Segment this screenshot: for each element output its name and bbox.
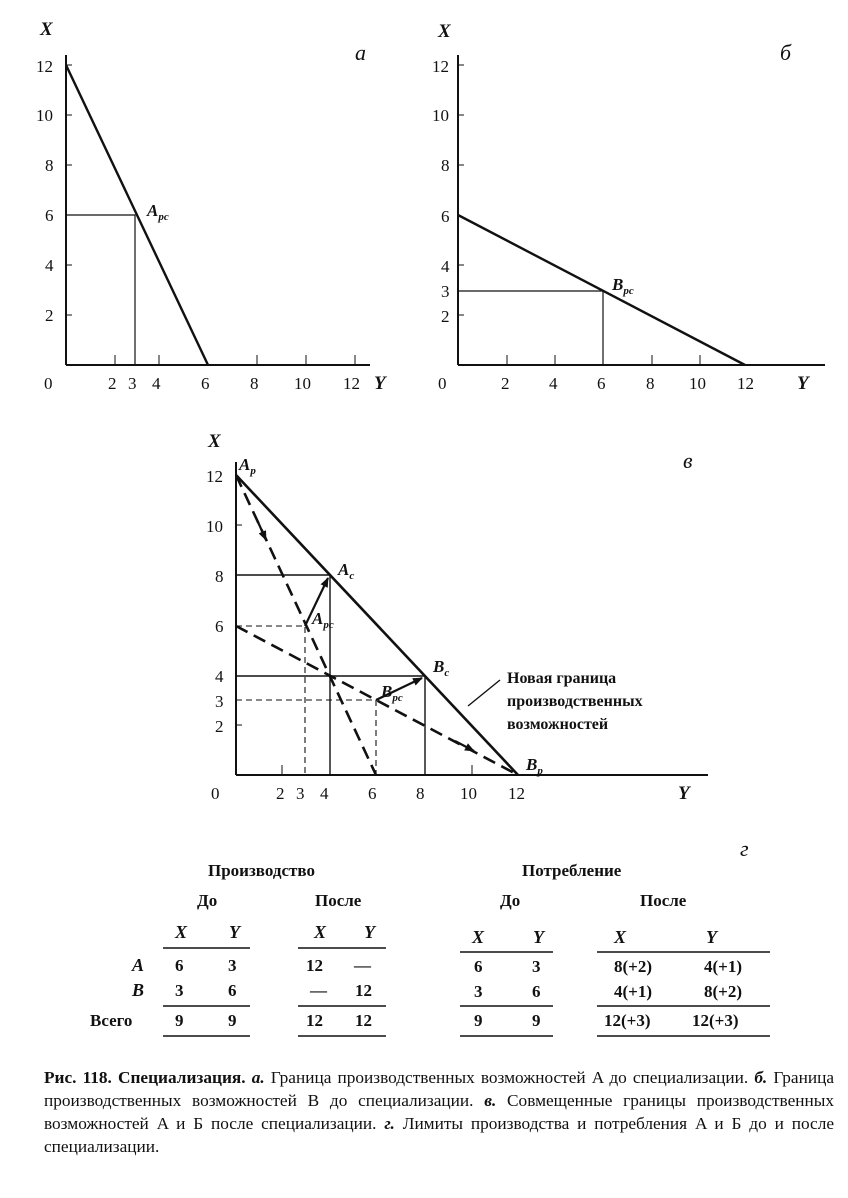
panel-b (432, 21, 825, 394)
row-label: B (132, 980, 145, 1000)
panel-a-tick-x6: 6 (45, 206, 54, 225)
panel-a-tick-x8: 8 (45, 156, 54, 175)
panel-a-tick-x10: 10 (36, 106, 53, 125)
panel-c-tick-x4: 4 (215, 667, 224, 686)
panel-c-tick-x6: 6 (215, 617, 224, 636)
panel-c-point-bp: $B_p$ (526, 755, 543, 777)
cell: — (354, 956, 371, 975)
table-prod-before: До (197, 891, 218, 910)
th-cb-y: Y (533, 927, 544, 947)
panel-a-tick-y6: 6 (201, 374, 210, 393)
panel-a (36, 19, 388, 394)
panel-b-tick-y6: 6 (597, 374, 606, 393)
panel-a-tick-y3: 3 (128, 374, 137, 393)
table-panel (90, 836, 770, 1036)
row-label: Всего (90, 1011, 133, 1030)
panel-c-tick-x2: 2 (215, 717, 224, 736)
panel-b-letter: б (780, 40, 792, 65)
panel-b-tick-x12: 12 (432, 57, 449, 76)
panel-b-tick-y4: 4 (549, 374, 558, 393)
panel-b-tick-x3: 3 (441, 282, 450, 301)
panel-a-guide (66, 215, 135, 365)
panel-c-tick-y8: 8 (416, 784, 425, 803)
panel-a-y-label: Y (374, 373, 386, 394)
cell: 9 (474, 1011, 483, 1030)
panel-c-note-line1: Новая граница (507, 670, 617, 687)
panel-a-point-label: $A_{pc}$ (147, 201, 169, 223)
panel-c-tick-y12: 12 (508, 784, 525, 803)
panel-c-tick-y4: 4 (320, 784, 329, 803)
panel-b-tick-x4: 4 (441, 257, 450, 276)
cell: 3 (228, 956, 237, 975)
panel-c-y-label: Y (678, 783, 690, 804)
th-ca-x: X (614, 927, 627, 947)
th-pb-x: X (175, 922, 188, 942)
panel-a-origin: 0 (44, 374, 53, 393)
cell: 4(+1) (614, 982, 653, 1001)
table-row-b (131, 980, 742, 1001)
th-ca-y: Y (706, 927, 717, 947)
panel-c-arrows (258, 522, 474, 751)
panel-c-point-ac: $A_c$ (338, 560, 355, 582)
cell: 4(+1) (704, 957, 743, 976)
table-cons-after: После (640, 891, 687, 910)
cell: 6 (474, 957, 483, 976)
table-consumption-heading: Потребление (522, 861, 622, 880)
th-pa-x: X (314, 922, 327, 942)
panel-c (206, 431, 708, 804)
panel-a-tick-y12: 12 (343, 374, 360, 393)
table-row-total (90, 1011, 739, 1030)
panel-c-tick-y3: 3 (296, 784, 305, 803)
panel-b-point-label: $B_{pc}$ (612, 275, 634, 297)
panel-b-tick-y8: 8 (646, 374, 655, 393)
caption-a-text: Граница производственных возможностей A до специализации. (270, 1068, 749, 1087)
panel-a-tick-y2: 2 (108, 374, 117, 393)
panel-c-letter: в (683, 448, 693, 473)
panel-c-tick-y6: 6 (368, 784, 377, 803)
panel-c-point-ap: $A_p$ (239, 455, 256, 477)
panel-c-note-line3: возможностей (507, 716, 609, 733)
cell: 9 (532, 1011, 541, 1030)
caption-c-text: Совмещенные границы производственных возможностей A и Б после специализации. (44, 1091, 834, 1133)
caption-figure-number: Рис. 118. Специализация. (44, 1068, 246, 1087)
cell: 8(+2) (704, 982, 743, 1001)
panel-c-tick-x8: 8 (215, 567, 224, 586)
panel-c-tick-x12: 12 (206, 467, 223, 486)
panel-a-tick-x2: 2 (45, 306, 54, 325)
panel-c-new-frontier (236, 475, 518, 775)
cell: 6 (175, 956, 184, 975)
panel-a-tick-y10: 10 (294, 374, 311, 393)
th-pa-y: Y (364, 922, 375, 942)
panel-c-tick-x3: 3 (215, 692, 224, 711)
caption-c-tag: в. (484, 1091, 497, 1110)
cell: 3 (532, 957, 541, 976)
panel-a-tick-x12: 12 (36, 57, 53, 76)
panel-c-point-bc: $B_c$ (433, 657, 450, 679)
panel-a-tick-y4: 4 (152, 374, 161, 393)
th-pb-y: Y (229, 922, 240, 942)
panel-b-origin: 0 (438, 374, 447, 393)
panel-c-x-label: X (208, 431, 221, 452)
cell: 12 (355, 981, 372, 1000)
panel-b-frontier (458, 215, 745, 365)
panel-b-guide (458, 291, 603, 365)
panel-c-point-bpc: $B_{pc}$ (381, 682, 403, 704)
caption-d-tag: г. (384, 1114, 395, 1133)
caption-b-text: Граница производственных возможностей B до специализации. (44, 1068, 834, 1110)
panel-b-x-label: X (438, 21, 451, 42)
caption-a-tag: а. (251, 1068, 265, 1087)
panel-c-origin: 0 (211, 784, 220, 803)
panel-b-tick-x2: 2 (441, 307, 450, 326)
panel-b-tick-y12: 12 (737, 374, 754, 393)
table-production-heading: Производство (208, 861, 315, 880)
panel-a-x-label: X (40, 19, 53, 40)
panel-c-tick-y2: 2 (276, 784, 285, 803)
panel-c-note-line2: производственных (507, 693, 643, 710)
cell: 3 (474, 982, 483, 1001)
cell: 12(+3) (604, 1011, 651, 1030)
table-prod-after: После (315, 891, 362, 910)
panel-b-y-label: Y (797, 373, 809, 394)
panel-b-tick-y10: 10 (689, 374, 706, 393)
table-row-a (131, 955, 742, 976)
cell: 6 (532, 982, 541, 1001)
cell: 3 (175, 981, 184, 1000)
panel-a-tick-y8: 8 (250, 374, 259, 393)
panel-c-point-apc: $A_{pc}$ (312, 609, 334, 631)
panel-b-tick-x6: 6 (441, 207, 450, 226)
table-letter: г (740, 836, 749, 861)
cell: 12 (355, 1011, 372, 1030)
cell: 12(+3) (692, 1011, 739, 1030)
panel-c-tick-x10: 10 (206, 517, 223, 536)
panel-a-letter: а (355, 40, 366, 65)
figure-caption (44, 1066, 834, 1158)
th-cb-x: X (472, 927, 485, 947)
table-cons-before: До (500, 891, 521, 910)
table-rules (163, 948, 770, 1036)
panel-a-tick-x4: 4 (45, 256, 54, 275)
cell: 12 (306, 1011, 323, 1030)
panel-b-tick-y2: 2 (501, 374, 510, 393)
cell: 9 (228, 1011, 237, 1030)
cell: — (310, 981, 327, 1000)
panel-c-tick-y10: 10 (460, 784, 477, 803)
panel-c-dashed-guides (236, 626, 376, 775)
panel-b-tick-x8: 8 (441, 156, 450, 175)
caption-b-tag: б. (754, 1068, 768, 1087)
cell: 12 (306, 956, 323, 975)
cell: 6 (228, 981, 237, 1000)
cell: 9 (175, 1011, 184, 1030)
panel-c-note-pointer (468, 680, 500, 706)
caption-d-text: Лимиты производства и потребления A и Б до и после специализации. (44, 1114, 834, 1156)
panel-b-tick-x10: 10 (432, 106, 449, 125)
row-label: A (132, 955, 145, 975)
cell: 8(+2) (614, 957, 653, 976)
